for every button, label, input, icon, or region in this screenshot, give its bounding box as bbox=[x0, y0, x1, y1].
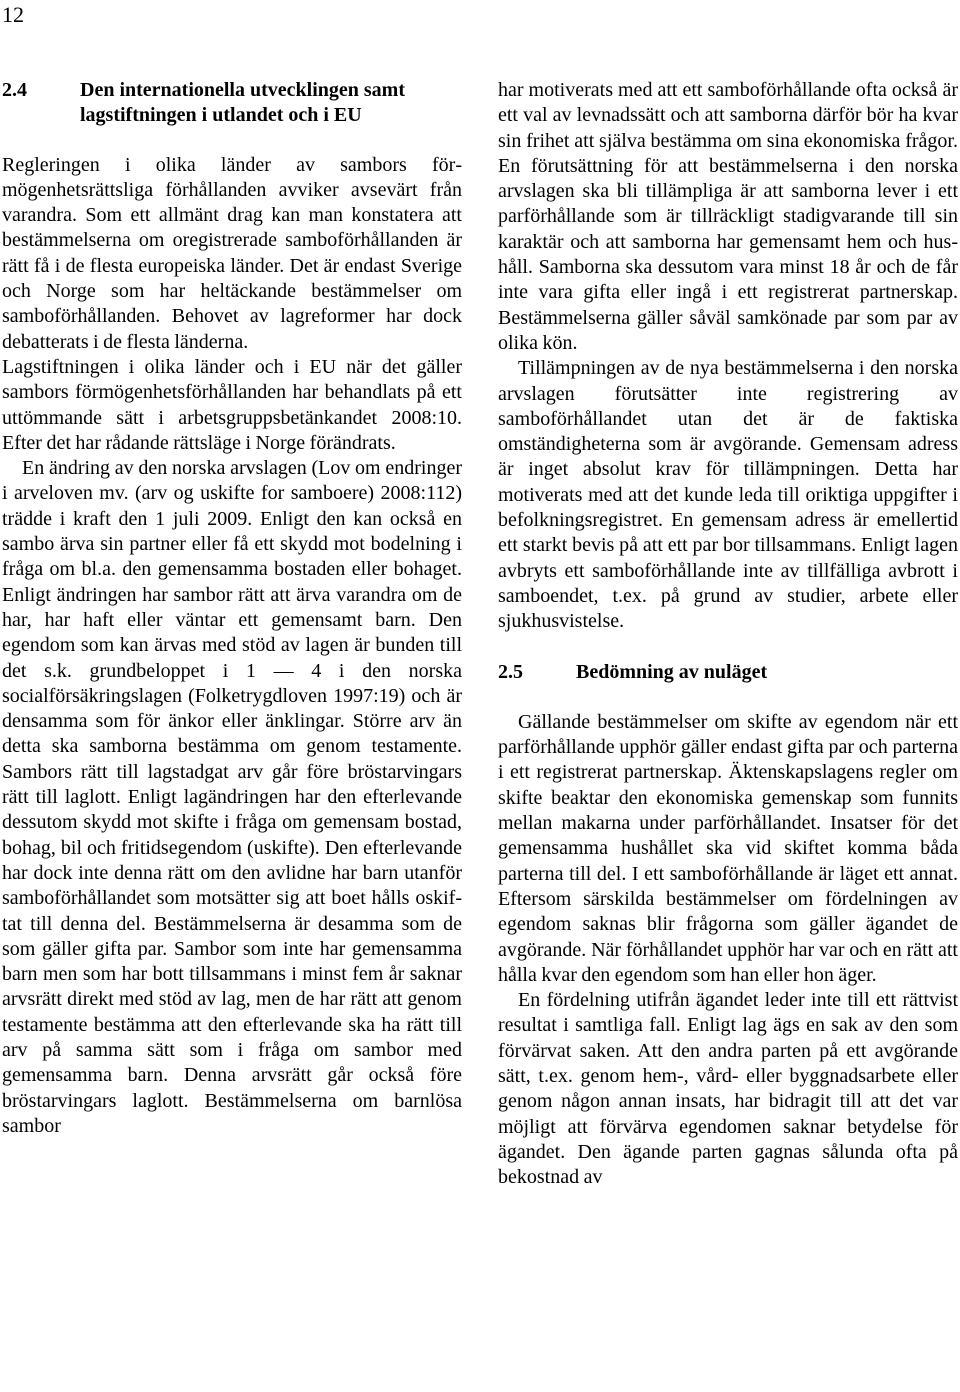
section-number: 2.4 bbox=[2, 79, 27, 101]
page-number: 12 bbox=[2, 2, 24, 27]
paragraph: En ändring av den norska arvslagen (Lov om endringer i arveloven mv. (arv og uskifte for samboere) 2008:112) trädde i kraft den 1 juli 2009. Enligt den kan också en sambo ärva sin partner eller få ett skydd mot bodelning i fråga om bl.a. den gemensamma bostaden eller bohaget. Enligt ändringen har sambor rätt att ärva varandra om de har, har haft eller väntar ett gemensamt barn. Den egendom som kan ärvas med stöd av lagen är bunden till det s.k. grundbeloppet i 1 — 4 i den norska socialförsäkringslagen (Folketrygdloven 1997:19) och är densamma som för änkor eller änklingar. Större arv än detta ska samborna bestämma om genom testamente. Sambors rätt till lagstadgat arv går före bröstarvingars rätt till laglott. Enligt lagändringen har den efterlevande dessutom skydd mot skifte i fråga om gemensam bostad, bohag, bil och fritidsegendom (uskifte). Den efterlevande har dock inte denna rätt om den avlidne har barn utanför samboförhållandet som motsätter sig att boet hålls oskiftat till denna del. Bestämmelserna är desamma som de som gäller gifta par. Sambor som inte har gemensamma barn men som har bott tillsammans i minst fem år saknar arvsrätt direkt med stöd av lag, men de har rätt att genom testamente bestämma att den efterlevande ska ha rätt till arv på samma sätt som i fråga om sambor med gemensamma barn. Denna arvsrätt går också före bröstarvingars laglott. Bestämmelserna om barnlösa sambor bbox=[2, 457, 462, 1137]
section-title: Den internationella utvecklingen samt lagstiftningen i utlandet och i EU bbox=[80, 79, 405, 127]
section-heading-2-5 bbox=[498, 660, 958, 685]
right-column bbox=[498, 78, 958, 1190]
paragraph: Regleringen i olika länder av sambors förmögenhetsrättsliga förhållanden avviker avsevärt från varandra. Som ett allmänt drag kan man konstatera att bestämmelserna om oregistrerade samboförhållanden är rätt få i de flesta europeiska länder. Det är endast Sverige och Norge som har heltäckande bestämmelser om samboförhållanden. Behovet av lagreformer har dock debatterats i de flesta länderna. bbox=[2, 153, 462, 353]
paragraph: Lagstiftningen i olika länder och i EU när det gäller sambors förmögenhetsförhållanden har behandlats på ett uttömmande sätt i arbetsgruppsbetänkandet 2008:10. Efter det har rådande rättsläge i Norge förändrats. bbox=[2, 355, 462, 454]
section-number: 2.5 bbox=[498, 660, 523, 683]
left-column bbox=[2, 78, 462, 1139]
paragraph: En fördelning utifrån ägandet leder inte till ett rättvist resultat i samtliga fall. Enligt lag ägs en sak av den som förvärvat saken. Att den andra parten på ett avgörande sätt, t.ex. genom hem-, vård- eller byggnadsarbete eller genom någon annan insats, har bidragit till att det var möjligt att förvärva egendomen saknar betydelse för ägandet. Den ägande parten gagnas sålunda ofta på bekostnad av bbox=[498, 989, 958, 1189]
paragraph: Tillämpningen av de nya bestämmelserna i den norska arvslagen förutsätter inte registrering av samboförhållandet utan det är de faktiska omständigheterna som är avgörande. Gemensam adress är inget absolut krav för tillämpningen. Detta har motiverats med att det kunde leda till oriktiga uppgifter i befolkningsregistret. En gemensam adress är emellertid ett starkt bevis på att ett par bor tillsammans. Enligt lagen avbryts ett samboförhållande inte av tillfälliga avbrott i samboendet, t.ex. på grund av studier, arbete eller sjukhusvistelse. bbox=[498, 357, 958, 633]
section-heading-2-4 bbox=[2, 78, 462, 129]
paragraph: Gällande bestämmelser om skifte av egendom när ett parförhållande upphör gäller endast gifta par och parterna i ett registrerat partnerskap. Äktenskapslagens regler om skifte beaktar den ekonomiska gemenskap som funnits mellan makarna under parförhållandet. Insatser för det gemensamma hushållet ska vid skiftet komma båda parterna till del. I ett samboförhållande är läget ett annat. Eftersom särskilda bestämmelser om fördelningen av egendom saknas blir frågorna som gäller ägandet de avgörande. När förhållandet upphör har var och en rätt att hålla kvar den egendom som han eller hon äger. bbox=[498, 710, 958, 986]
section-title: Bedömning av nuläget bbox=[576, 660, 768, 683]
paragraph: har motiverats med att ett samboförhållande ofta också är ett val av levnadssätt och att samborna därför bör ha kvar sin frihet att själva bestämma om sina ekonomiska frågor. En förutsättning för att bestämmelserna i den norska arvslagen ska bli tillämpliga är att samborna lever i ett parförhållande som är tillräckligt stadigvarande till sin karaktär och att samborna har gemensamt hem och hushåll. Samborna ska dessutom vara minst 18 år och de får inte vara gifta eller ingå i ett registrerat partnerskap. Bestämmelserna gäller såväl samkönade par som par av olika kön. bbox=[498, 79, 958, 354]
